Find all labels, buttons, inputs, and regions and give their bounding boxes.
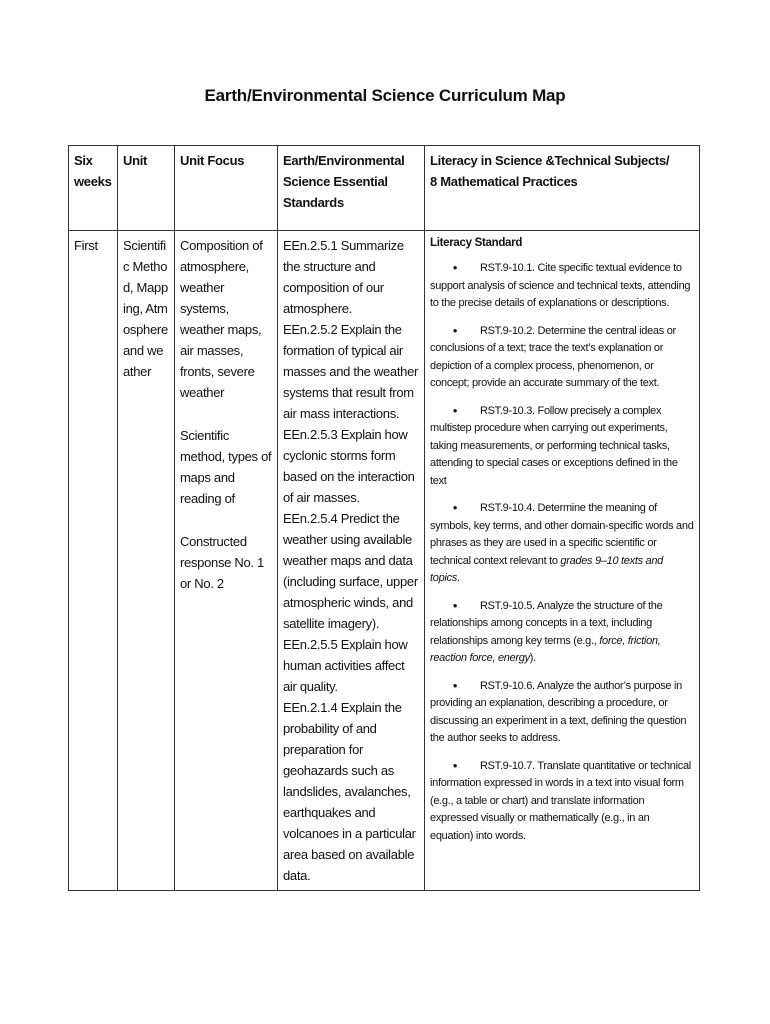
literacy-text: RST.9-10.2. Determine the central ideas or conclusions of a text; trace the text’s explanation or depiction of a complex process, phenomenon, or concept; provide an accurate summary of the text. (430, 324, 676, 389)
list-item (430, 677, 694, 748)
literacy-text-italic: grades 9–10 texts and topics (430, 554, 663, 584)
bullet-icon: ● (452, 680, 458, 690)
header-literacy-line1: Literacy in Science &Technical Subjects/ (430, 153, 670, 168)
curriculum-map-table (68, 145, 700, 891)
literacy-text: RST.9-10.5. Analyze the structure of the relationships among concepts in a text, including relationships among key terms (e.g., (430, 599, 663, 647)
header-standards-line1: Earth/Environmental (283, 153, 405, 168)
cell-standards (278, 231, 425, 891)
header-standards-line3: Standards (283, 195, 344, 210)
document-title: Earth/Environmental Science Curriculum Map (204, 86, 566, 105)
focus-item: Constructed response No. 1 or No. 2 (180, 534, 264, 591)
literacy-text: RST.9-10.3. Follow precisely a complex multistep procedure when carrying out experiments, taking measurements, or performing technical tasks, attending to special cases or exceptions defined in the text (430, 404, 678, 487)
standard-item: EEn.2.5.1 Summarize the structure and composition of our atmosphere. (283, 238, 404, 316)
list-item (430, 757, 694, 846)
header-six-weeks (69, 146, 118, 231)
list-item (430, 402, 694, 491)
focus-item: Composition of atmosphere, weather systems, weather maps, air masses, fronts, severe weather (180, 238, 263, 400)
bullet-icon: ● (452, 325, 458, 335)
literacy-text: . (456, 572, 460, 584)
list-item (430, 597, 694, 668)
list-item (430, 499, 694, 588)
standard-item: EEn.2.5.3 Explain how cyclonic storms form based on the interaction of air masses. (283, 427, 415, 505)
list-item (430, 322, 694, 393)
standard-item: EEn.2.5.2 Explain the formation of typical air masses and the weather systems that result from air mass interactions. (283, 322, 419, 421)
cell-unit-focus (175, 231, 278, 891)
standard-item: EEn.2.1.4 Explain the probability of and preparation for geohazards such as landslides, avalanches, earthquakes and volcanoes in a particular area based on available data. (283, 700, 416, 883)
standard-item: EEn.2.5.5 Explain how human activities affect air quality. (283, 637, 408, 694)
cell-literacy (425, 231, 700, 891)
header-unit-focus: Unit Focus (175, 146, 278, 231)
table-row (69, 231, 700, 891)
cell-six-weeks: First (69, 231, 118, 891)
header-literacy (425, 146, 700, 231)
bullet-icon: ● (452, 600, 458, 610)
literacy-text: RST.9-10.7. Translate quantitative or technical information expressed in words in a text into visual form (e.g., a table or chart) and translate information expressed visually or mathematically (e.g., in an equation) into words. (430, 759, 691, 842)
cell-unit: Scientific Method, Mapping, Atmosphere and weather (118, 231, 175, 891)
header-standards-line2: Science Essential (283, 174, 388, 189)
literacy-list (430, 259, 694, 845)
header-six-weeks-line2: weeks (74, 174, 112, 189)
table-header-row (69, 146, 700, 231)
literacy-text: RST.9-10.6. Analyze the author’s purpose in providing an explanation, describing a procedure, or discussing an experiment in a text, defining the question the author seeks to address. (430, 679, 687, 744)
header-literacy-line2: 8 Mathematical Practices (430, 174, 578, 189)
literacy-text: RST.9-10.1. Cite specific textual evidence to support analysis of science and technical texts, attending to the precise details of explanations or descriptions. (430, 262, 691, 309)
literacy-text: RST.9-10.4. Determine the meaning of symbols, key terms, and other domain-specific words and phrases as they are used in a specific scientific or technical context relevant to (430, 502, 694, 567)
bullet-icon: ● (452, 405, 458, 415)
literacy-heading: Literacy Standard (430, 237, 523, 249)
bullet-icon: ● (452, 760, 458, 770)
literacy-text-italic: force, friction, reaction force, energy (430, 634, 661, 664)
header-unit: Unit (118, 146, 175, 231)
focus-item: Scientific method, types of maps and reading of (180, 428, 272, 506)
standard-item: EEn.2.5.4 Predict the weather using available weather maps and data (including surface, upper atmospheric winds, and satellite imagery). (283, 511, 418, 631)
header-six-weeks-line1: Six (74, 153, 93, 168)
bullet-icon: ● (452, 263, 458, 272)
bullet-icon: ● (452, 503, 458, 512)
list-item (430, 259, 694, 313)
header-standards (278, 146, 425, 231)
literacy-text: ). (529, 652, 536, 664)
